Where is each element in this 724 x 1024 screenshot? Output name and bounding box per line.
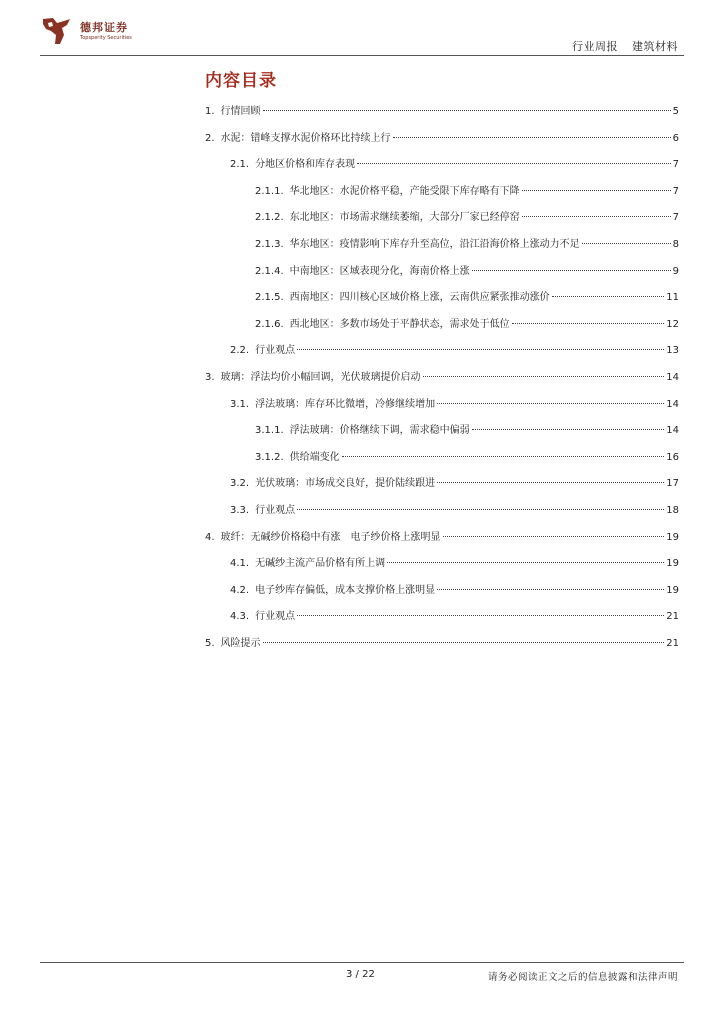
page-number: 3 / 22 (346, 969, 375, 980)
toc-entry-page: 14 (666, 425, 679, 437)
toc-entry-number: 2.1.4. (255, 265, 284, 277)
toc-dot-leader (472, 429, 665, 430)
toc-entry-number: 3.1.2. (255, 451, 284, 463)
toc-entry-page: 7 (672, 212, 679, 224)
report-type: 行业周报 (572, 40, 618, 53)
toc-entry-number: 1. (205, 106, 215, 117)
toc-entry-page: 14 (666, 398, 679, 410)
toc-entry-number: 2.1. (230, 159, 250, 171)
toc-entry-number: 4.2. (230, 584, 250, 596)
toc-entry-title: 西北地区：多数市场处于平静状态，需求处于低位 (289, 318, 510, 330)
toc-entry-page: 13 (666, 345, 679, 357)
toc-entry-title: 光伏玻璃：市场成交良好，提价陆续跟进 (255, 478, 436, 490)
toc-dot-leader (263, 110, 671, 111)
toc-dot-leader (522, 190, 671, 191)
toc-entry[interactable] (205, 155, 679, 182)
toc-entry-title: 无碱纱主流产品价格有所上调 (255, 558, 386, 570)
toc-entry-title: 玻璃：浮法均价小幅回调，光伏玻璃提价启动 (220, 371, 421, 383)
toc-dot-leader (437, 403, 664, 404)
toc-entry-number: 2. (205, 132, 215, 144)
toc-entry-page: 12 (666, 318, 679, 330)
toc-entry-title: 浮法玻璃：价格继续下调，需求稳中偏弱 (289, 425, 470, 437)
toc-entry[interactable] (205, 554, 679, 581)
toc-entry[interactable] (205, 448, 679, 475)
toc-entry-page: 11 (666, 292, 679, 304)
toc-entry-number: 4. (205, 531, 215, 543)
toc-entry-number: 4.1. (230, 558, 250, 570)
toc-entry[interactable] (205, 501, 679, 528)
toc-dot-leader (297, 615, 664, 616)
header-divider (40, 55, 684, 56)
toc-entry-title: 东北地区：市场需求继续萎缩，大部分厂家已经停窑 (289, 212, 520, 224)
toc-entry[interactable] (205, 129, 679, 156)
toc-entry-title: 华北地区：水泥价格平稳，产能受限下库存略有下降 (289, 185, 520, 197)
sector-name: 建筑材料 (632, 40, 678, 53)
report-category (572, 38, 678, 54)
toc-entry-page: 8 (672, 238, 679, 250)
toc-entry-title: 水泥：错峰支撑水泥价格环比持续上行 (220, 132, 391, 144)
toc-dot-leader (393, 137, 671, 138)
toc-dot-leader (297, 349, 664, 350)
toc-entry-page: 14 (666, 371, 679, 383)
toc-dot-leader (357, 163, 671, 164)
toc-dot-leader (387, 562, 664, 563)
toc-entry-title: 玻纤：无碱纱价格稳中有涨 电子纱价格上涨明显 (220, 531, 441, 543)
toc-dot-leader (297, 509, 664, 510)
toc-dot-leader (443, 536, 665, 537)
toc-entry-title: 西南地区：四川核心区域价格上涨，云南供应紧张推动涨价 (289, 292, 550, 304)
toc-entry-number: 2.2. (230, 345, 250, 357)
toc-entry-page: 21 (666, 637, 679, 649)
toc-entry[interactable] (205, 634, 679, 661)
toc-entry-page: 19 (666, 531, 679, 543)
toc-entry[interactable] (205, 607, 679, 634)
toc-entry[interactable] (205, 208, 679, 235)
toc-entry-number: 5. (205, 637, 215, 649)
toc-entry-page: 7 (672, 185, 679, 197)
toc-entry-title: 华东地区：疫情影响下库存升至高位，沿江沿海价格上涨动力不足 (289, 238, 580, 250)
footer-divider (40, 962, 684, 963)
toc-entry-number: 3.2. (230, 478, 250, 490)
toc-dot-leader (512, 323, 665, 324)
toc-entry[interactable] (205, 368, 679, 395)
toc-dot-leader (342, 456, 665, 457)
toc-entry[interactable] (205, 102, 679, 129)
toc-dot-leader (263, 642, 665, 643)
toc-entry[interactable] (205, 421, 679, 448)
toc-entry-number: 2.1.3. (255, 238, 284, 250)
toc-entry-page: 21 (666, 611, 679, 623)
toc-entry-number: 3.3. (230, 504, 250, 516)
toc-entry-number: 3.1.1. (255, 425, 284, 437)
toc-entry-number: 3. (205, 371, 215, 383)
toc-entry-title: 供给端变化 (289, 451, 340, 463)
toc-dot-leader (522, 216, 671, 217)
toc-entry-title: 电子纱库存偏低，成本支撑价格上涨明显 (255, 584, 436, 596)
toc-entry[interactable] (205, 315, 679, 342)
logo-chinese-name: 德邦证券 (80, 20, 128, 34)
toc-entry-title: 行情回顾 (220, 106, 261, 117)
toc-entry-page: 17 (666, 478, 679, 490)
toc-dot-leader (582, 243, 671, 244)
deer-logo-icon (40, 15, 74, 47)
table-of-contents (205, 102, 679, 660)
toc-entry-page: 5 (672, 106, 679, 117)
toc-entry[interactable] (205, 528, 679, 555)
toc-entry[interactable] (205, 395, 679, 422)
toc-entry-page: 19 (666, 558, 679, 570)
toc-entry-title: 浮法玻璃：库存环比微增，冷修继续增加 (255, 398, 436, 410)
toc-entry-number: 2.1.5. (255, 292, 284, 304)
toc-entry-title: 分地区价格和库存表现 (255, 159, 356, 171)
toc-dot-leader (552, 296, 665, 297)
toc-entry-number: 4.3. (230, 611, 250, 623)
toc-dot-leader (437, 589, 664, 590)
toc-entry-page: 19 (666, 584, 679, 596)
toc-title: 内容目录 (205, 71, 277, 91)
toc-entry-page: 6 (672, 132, 679, 144)
toc-entry[interactable] (205, 581, 679, 608)
toc-entry-title: 行业观点 (255, 345, 296, 357)
toc-entry[interactable] (205, 262, 679, 289)
footer-disclaimer: 请务必阅读正文之后的信息披露和法律声明 (487, 972, 678, 983)
toc-entry-page: 9 (672, 265, 679, 277)
toc-entry-page: 16 (666, 451, 679, 463)
toc-dot-leader (423, 376, 665, 377)
toc-dot-leader (472, 270, 671, 271)
toc-entry-number: 3.1. (230, 398, 250, 410)
toc-entry[interactable] (205, 288, 679, 315)
toc-entry-title: 行业观点 (255, 611, 296, 623)
toc-entry[interactable] (205, 182, 679, 209)
toc-entry-number: 2.1.6. (255, 318, 284, 330)
toc-entry-number: 2.1.2. (255, 212, 284, 224)
toc-entry[interactable] (205, 474, 679, 501)
company-logo (40, 14, 132, 48)
toc-entry-title: 行业观点 (255, 504, 296, 516)
toc-entry[interactable] (205, 341, 679, 368)
logo-english-name: Topsperity Securities (80, 34, 132, 41)
toc-entry[interactable] (205, 235, 679, 262)
toc-entry-page: 18 (666, 504, 679, 516)
toc-dot-leader (437, 482, 664, 483)
toc-entry-page: 7 (672, 159, 679, 171)
toc-entry-number: 2.1.1. (255, 185, 284, 197)
toc-entry-title: 风险提示 (220, 637, 261, 649)
toc-entry-title: 中南地区：区域表现分化，海南价格上涨 (289, 265, 470, 277)
